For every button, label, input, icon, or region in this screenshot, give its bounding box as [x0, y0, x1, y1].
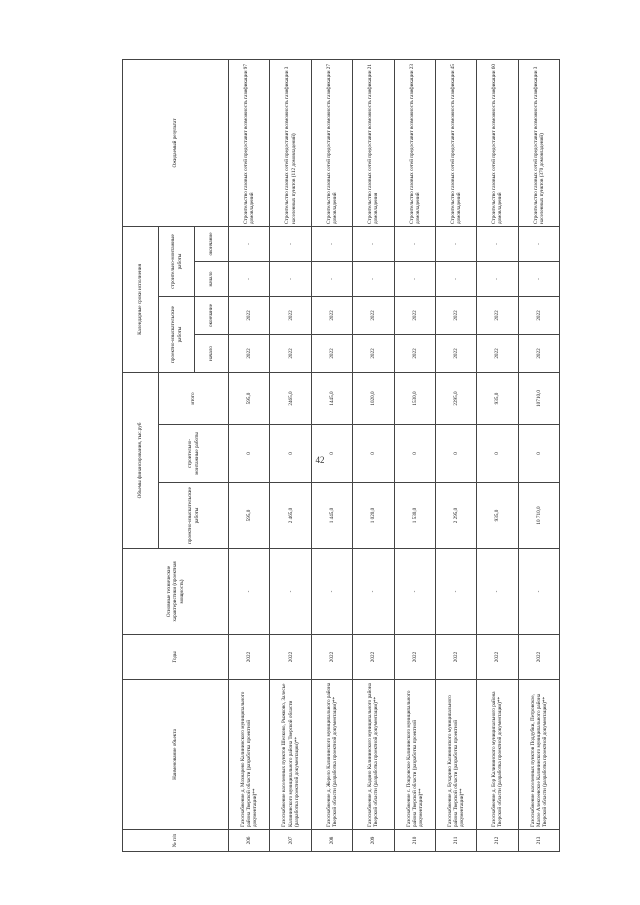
header-design-end: окончание — [195, 296, 229, 334]
header-name: Наименование объекта — [123, 680, 229, 830]
row-design-start: 2022 — [435, 334, 476, 372]
table-row — [477, 59, 518, 851]
row-design-end: 2022 — [229, 296, 270, 334]
object-name: Газоснабжение д. Бухарино Калининского муниципального района Тверской области (разработка проектной документации)** — [435, 680, 476, 830]
row-specs: - — [229, 549, 270, 635]
row-design-start: 2022 — [270, 334, 311, 372]
row-fund-total: 2465,0 — [270, 372, 311, 424]
row-fund-total: 1020,0 — [353, 372, 394, 424]
row-number: 212 — [477, 830, 518, 852]
row-fund-design: 1 445,0 — [311, 483, 352, 549]
row-design-start: 2022 — [311, 334, 352, 372]
row-design-start: 2022 — [477, 334, 518, 372]
row-construction-end: - — [394, 226, 435, 261]
row-design-end: 2022 — [518, 296, 559, 334]
row-year: 2022 — [477, 635, 518, 680]
object-name: Газоснабжение д. Бор Калининского муниципального района Тверской области (разработка проектной документации)** — [477, 680, 518, 830]
row-fund-design: 10 710,0 — [518, 483, 559, 549]
row-design-start: 2022 — [229, 334, 270, 372]
header-years: Годы — [123, 635, 229, 680]
table-row — [435, 59, 476, 851]
row-year: 2022 — [270, 635, 311, 680]
object-name: Газоснабжение д. Кадино Калининского муниципального района Тверской области (разработка проектной документации)** — [353, 680, 394, 830]
row-construction-start: - — [435, 261, 476, 296]
table-row — [311, 59, 352, 851]
row-number: 210 — [394, 830, 435, 852]
row-design-end: 2022 — [394, 296, 435, 334]
row-number: 213 — [518, 830, 559, 852]
row-result: Строительство газовых сетей предоставит возможность газификации 27 домовладений — [311, 59, 352, 226]
object-name: Газоснабжение д. Мохнарево Калининского муниципального района Тверской области (разработка проектной документации)** — [229, 680, 270, 830]
row-fund-design: 595,0 — [229, 483, 270, 549]
header-construction-start: начало — [195, 261, 229, 296]
row-construction-start: - — [353, 261, 394, 296]
row-construction-end: - — [311, 226, 352, 261]
object-name: Газоснабжение населенных пунктов Поддубки, Петровское, Малое Алексеевское Калининского муниципального района Тверской области (разработка проектной документации)** — [518, 680, 559, 830]
table-row — [270, 59, 311, 851]
row-fund-design: 2 295,0 — [435, 483, 476, 549]
row-fund-design: 1 020,0 — [353, 483, 394, 549]
row-construction-end: - — [477, 226, 518, 261]
row-fund-construction: 0 — [229, 425, 270, 483]
row-year: 2022 — [394, 635, 435, 680]
row-fund-construction: 0 — [477, 425, 518, 483]
row-year: 2022 — [311, 635, 352, 680]
row-result: Строительство газовых сетей предоставит возможность газификации 60 домовладений — [477, 59, 518, 226]
row-construction-start: - — [229, 261, 270, 296]
header-fund-construction: строительно-монтажные работы — [159, 425, 229, 483]
table-row — [353, 59, 394, 851]
rotated-table-page — [122, 60, 560, 852]
header-terms-design: проектно-изыскательские работы — [159, 296, 195, 372]
row-fund-construction: 0 — [353, 425, 394, 483]
row-construction-start: - — [477, 261, 518, 296]
object-name: Газоснабжение населенных пунктов Шелково, Рыжково, Залесье Калининского муниципального района Тверской области (разработка проектной документации)** — [270, 680, 311, 830]
row-number: 209 — [353, 830, 394, 852]
row-fund-total: 10710,0 — [518, 372, 559, 424]
gasification-table — [122, 59, 560, 852]
row-year: 2022 — [229, 635, 270, 680]
row-construction-start: - — [518, 261, 559, 296]
row-fund-construction: 0 — [435, 425, 476, 483]
row-fund-construction: 0 — [270, 425, 311, 483]
row-construction-start: - — [394, 261, 435, 296]
row-year: 2022 — [353, 635, 394, 680]
row-result: Строительство газовых сетей предоставит возможность газификации 21 домовладения — [353, 59, 394, 226]
row-design-end: 2022 — [353, 296, 394, 334]
row-fund-total: 2295,0 — [435, 372, 476, 424]
row-construction-end: - — [270, 226, 311, 261]
row-design-end: 2022 — [311, 296, 352, 334]
row-fund-design: 1 530,0 — [394, 483, 435, 549]
row-specs: - — [477, 549, 518, 635]
row-construction-end: - — [353, 226, 394, 261]
row-result: Строительство газовых сетей предоставит возможность газификации 3 населенных пунктов (370 домовладений) — [518, 59, 559, 226]
header-funding: Объемы финансирования, тыс.руб — [123, 372, 159, 548]
row-construction-end: - — [518, 226, 559, 261]
row-design-end: 2022 — [270, 296, 311, 334]
row-fund-design: 935,0 — [477, 483, 518, 549]
row-construction-end: - — [229, 226, 270, 261]
header-design-start: начало — [195, 334, 229, 372]
row-specs: - — [311, 549, 352, 635]
row-result: Строительство газовых сетей предоставит возможность газификации 97 домовладений — [229, 59, 270, 226]
table-row — [229, 59, 270, 851]
row-construction-start: - — [270, 261, 311, 296]
table-row — [394, 59, 435, 851]
header-num: № п/п — [123, 830, 229, 852]
row-specs: - — [394, 549, 435, 635]
row-fund-total: 595,0 — [229, 372, 270, 424]
row-construction-end: - — [435, 226, 476, 261]
row-result: Строительство газовых сетей предоставит возможность газификации 3 населенных пунктов (112 домовладений) — [270, 59, 311, 226]
row-design-start: 2022 — [394, 334, 435, 372]
row-fund-total: 935,0 — [477, 372, 518, 424]
row-specs: - — [435, 549, 476, 635]
page-number: 42 — [315, 455, 325, 465]
object-name: Газоснабжение с. Покровское Калининского муниципального района Тверской области (разработка проектной документации)** — [394, 680, 435, 830]
row-number: 211 — [435, 830, 476, 852]
header-terms: Календарные сроки исполнения — [123, 226, 159, 372]
header-construction-end: окончание — [195, 226, 229, 261]
row-specs: - — [518, 549, 559, 635]
row-result: Строительство газовых сетей предоставит возможность газификации 45 домовладений — [435, 59, 476, 226]
row-design-start: 2022 — [518, 334, 559, 372]
header-result: Ожидаемый результат — [123, 59, 229, 226]
table-row — [518, 59, 559, 851]
row-number: 206 — [229, 830, 270, 852]
row-number: 207 — [270, 830, 311, 852]
header-terms-construction: строительно-монтажные работы — [159, 226, 195, 296]
row-result: Строительство газовых сетей предоставит возможность газификации 23 домовладений — [394, 59, 435, 226]
row-fund-construction: 0 — [311, 425, 352, 483]
row-fund-total: 1445,0 — [311, 372, 352, 424]
row-specs: - — [270, 549, 311, 635]
row-design-end: 2022 — [435, 296, 476, 334]
row-fund-construction: 0 — [394, 425, 435, 483]
row-fund-construction: 0 — [518, 425, 559, 483]
object-name: Газоснабжение д. Жерело Калининского муниципального района Тверской области (разработка проектной документации)** — [311, 680, 352, 830]
row-number: 208 — [311, 830, 352, 852]
row-year: 2022 — [518, 635, 559, 680]
row-year: 2022 — [435, 635, 476, 680]
row-fund-design: 2 465,0 — [270, 483, 311, 549]
row-design-end: 2022 — [477, 296, 518, 334]
row-fund-total: 1530,0 — [394, 372, 435, 424]
header-specs: Основные технические характеристики (проектная мощность) — [123, 549, 229, 635]
header-fund-design: проектно-изыскательские работы — [159, 483, 229, 549]
row-specs: - — [353, 549, 394, 635]
row-design-start: 2022 — [353, 334, 394, 372]
row-construction-start: - — [311, 261, 352, 296]
header-fund-total: итого — [159, 372, 229, 424]
